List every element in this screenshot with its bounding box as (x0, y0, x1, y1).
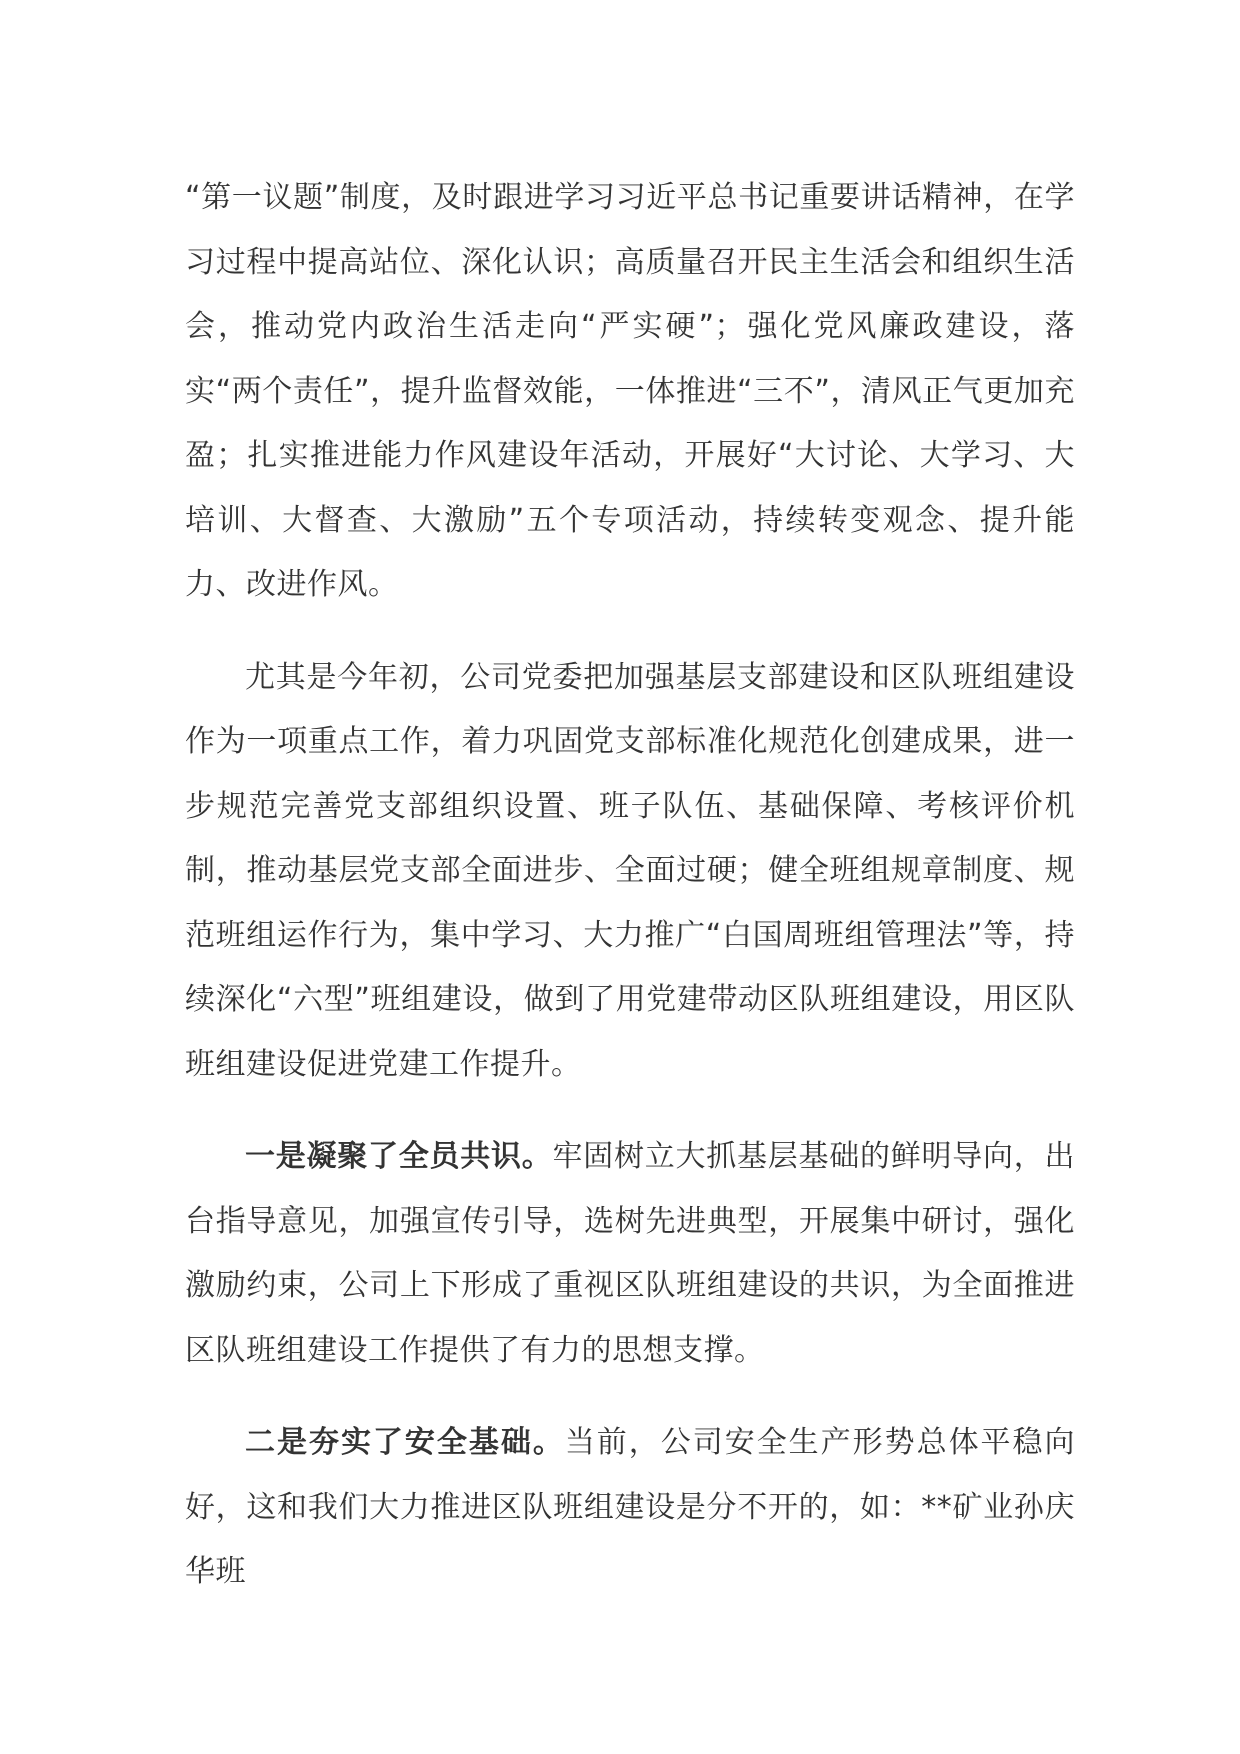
paragraph-text: “第一议题”制度，及时跟进学习习近平总书记重要讲话精神，在学习过程中提高站位、深化认识；高质量召开民主生活会和组织生活会，推动党内政治生活走向“严实硬”；强化党风廉政建设，落实“两个责任”，提升监督效能，一体推进“三不”，清风正气更加充盈；扎实推进能力作风建设年活动，开展好“大讨论、大学习、大培训、大督查、大激励”五个专项活动，持续转变观念、提升能力、改进作风。 (185, 180, 1075, 602)
paragraph-branch-building (185, 646, 1075, 1098)
paragraph-continuation (185, 166, 1075, 618)
document-body (185, 166, 1075, 1633)
paragraph-consensus (185, 1125, 1075, 1383)
paragraph-safety (185, 1411, 1075, 1605)
paragraph-text: 牢固树立大抓基层基础的鲜明导向，出台指导意见，加强宣传引导，选树先进典型，开展集中研讨，强化激励约束，公司上下形成了重视区队班组建设的共识，为全面推进区队班组建设工作提供了有力的思想支撑。 (185, 1139, 1075, 1368)
paragraph-lead: 二是夯实了安全基础。 (245, 1425, 565, 1460)
paragraph-text: 尤其是今年初，公司党委把加强基层支部建设和区队班组建设作为一项重点工作，着力巩固党支部标准化规范化创建成果，进一步规范完善党支部组织设置、班子队伍、基础保障、考核评价机制，推动基层党支部全面进步、全面过硬；健全班组规章制度、规范班组运作行为，集中学习、大力推广“白国周班组管理法”等，持续深化“六型”班组建设，做到了用党建带动区队班组建设，用区队班组建设促进党建工作提升。 (185, 659, 1075, 1082)
paragraph-lead: 一是凝聚了全员共识。 (245, 1139, 553, 1174)
paragraph-text: 当前，公司安全生产形势总体平稳向好，这和我们大力推进区队班组建设是分不开的，如：**矿业孙庆华班 (185, 1425, 1076, 1589)
